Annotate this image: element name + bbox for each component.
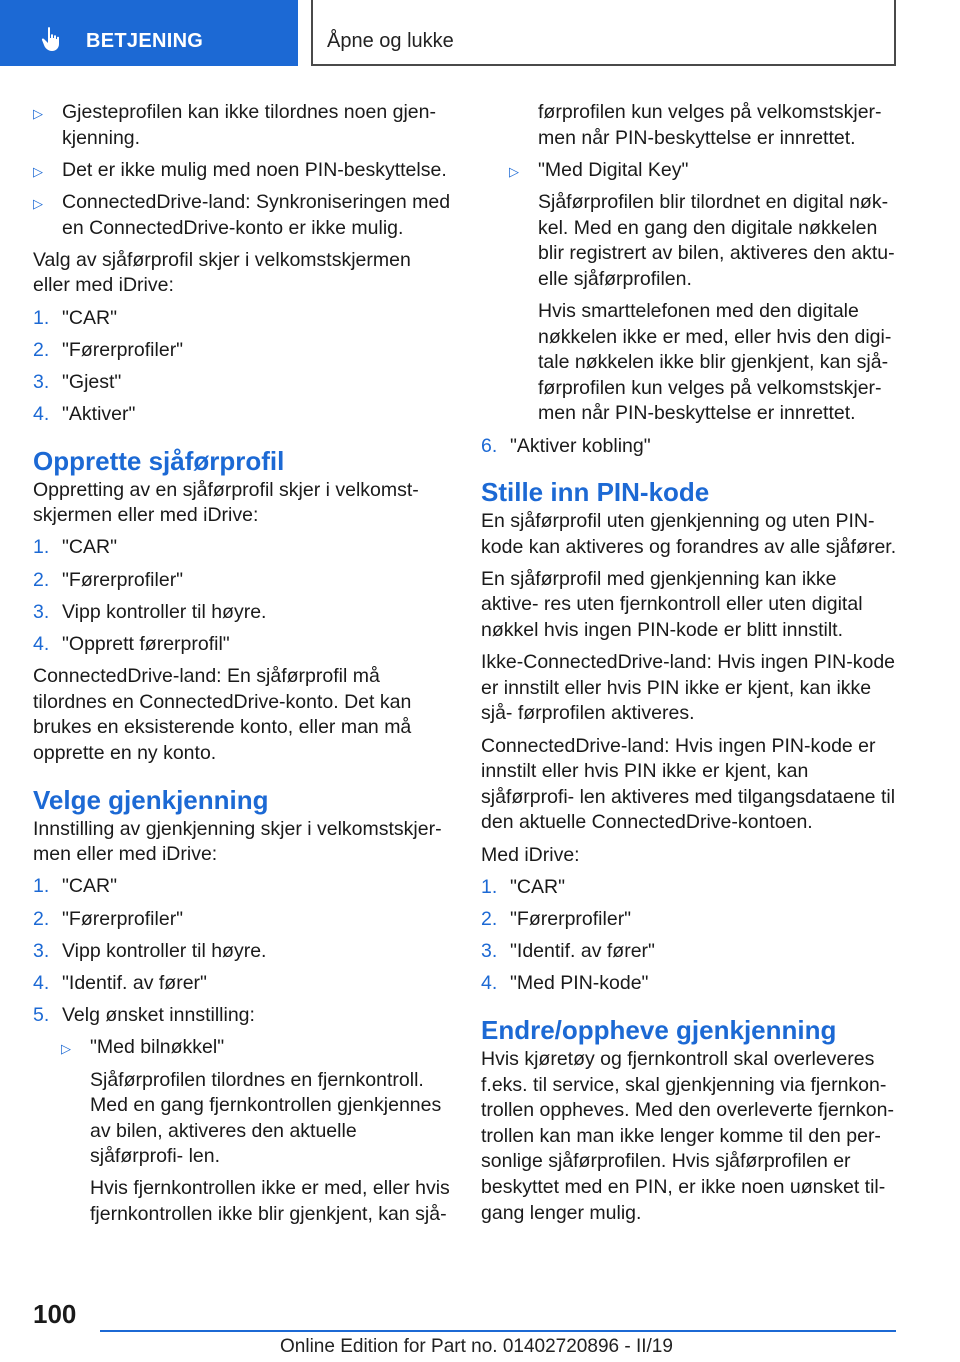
list-item: 3. Vipp kontroller til høyre. bbox=[33, 939, 267, 962]
triangle-right-icon: ▷ bbox=[61, 1041, 71, 1057]
section-heading: Opprette sjåførprofil bbox=[33, 445, 285, 476]
triangle-right-icon: ▷ bbox=[33, 106, 43, 121]
page-header bbox=[0, 0, 960, 66]
triangle-right-icon: ▷ bbox=[509, 163, 519, 179]
page-number: 100 bbox=[33, 1299, 77, 1329]
section-heading: Endre/oppheve gjenkjenning bbox=[481, 1014, 837, 1045]
triangle-right-icon: ▷ bbox=[33, 163, 43, 179]
paragraph: førprofilen kun velges på velkomstskjer- men når PIN-beskyttelse er innrettet. bbox=[538, 101, 882, 149]
paragraph: En sjåførprofil uten gjenkjenning og uten PIN- kode kan aktiveres og forandres av alle sjåfører. bbox=[481, 510, 897, 558]
left-column bbox=[33, 100, 451, 1234]
paragraph: Ikke-ConnectedDrive-land: Hvis ingen PIN-kode er innstilt eller hvis PIN ikke er kjent, kan ikke sjå- førprofilen aktiveres. bbox=[481, 651, 896, 725]
edition-text: Online Edition for Part no. 01402720896 - II/19 bbox=[280, 1336, 673, 1357]
paragraph: Hvis fjernkontrollen ikke er med, eller hvis fjernkontrollen ikke blir gjenkjent, kan sjå- bbox=[90, 1177, 450, 1226]
section-heading: Stille inn PIN-kode bbox=[481, 477, 710, 508]
list-item: 6. "Aktiver kobling" bbox=[481, 434, 651, 457]
list-item: 3. "Identif. av fører" bbox=[481, 940, 655, 963]
list-item: 1. "CAR" bbox=[33, 306, 118, 329]
list-item: 4. "Aktiver" bbox=[33, 403, 136, 426]
paragraph: En sjåførprofil med gjenkjenning kan ikke aktive- res uten fjernkontroll eller uten digital nøkkel hvis ingen PIN-kode er blitt innstilt. bbox=[481, 567, 863, 642]
paragraph: Innstilling av gjenkjenning skjer i velkomstskjer- men eller med iDrive: bbox=[33, 817, 442, 866]
paragraph: ConnectedDrive-land: Hvis ingen PIN-kode er innstilt eller hvis PIN ikke er kjent, kan sjåførprofi- len aktiveres med tilgangsdataene til den aktuelle ConnectedDrive-kontoen. bbox=[481, 734, 896, 834]
paragraph: Sjåførprofilen blir tilordnet en digital nøk- kel. Med en gang den digitale nøkkelen blir registrert av bilen, aktiveres den aktu- elle sjåførprofilen. bbox=[538, 190, 895, 290]
list-item: 3. Vipp kontroller til høyre. bbox=[33, 600, 267, 623]
paragraph: ConnectedDrive-land: En sjåførprofil må tilordnes en ConnectedDrive-konto. Det kan brukes en eksisterende konto, eller man må opprette en ny konto. bbox=[33, 665, 412, 764]
list-item: 5. Velg ønsket innstilling: bbox=[33, 1004, 255, 1027]
list-item: 1. "CAR" bbox=[481, 875, 566, 898]
section-tab-label: BETJENING bbox=[86, 30, 204, 52]
paragraph: Valg av sjåførprofil skjer i velkomstskjermen eller med iDrive: bbox=[33, 248, 411, 297]
paragraph: Med iDrive: bbox=[481, 843, 580, 866]
chapter-title: Åpne og lukke bbox=[327, 30, 454, 52]
footer-divider bbox=[100, 1330, 896, 1332]
list-item: 4. "Med PIN-kode" bbox=[481, 972, 649, 995]
hand-pointer-icon bbox=[40, 26, 64, 52]
list-item: ▷ Gjesteprofilen kan ikke tilordnes noen gjen- kjenning. bbox=[33, 101, 436, 149]
triangle-right-icon: ▷ bbox=[33, 195, 43, 211]
list-item: 2. "Førerprofiler" bbox=[33, 907, 184, 930]
list-item: 1. "CAR" bbox=[33, 875, 118, 898]
list-item: ▷ Det er ikke mulig med noen PIN-beskyttelse. bbox=[33, 158, 451, 184]
paragraph: Hvis kjøretøy og fjernkontroll skal overleveres f.eks. til service, skal gjenkjenning via fjernkon- trollen oppheves. Med den overleverte fjernkon- trollen kan man ikke lenger komme til den per- sonlige sjåførprofilen. Hvis sjåførprofilen er beskyttet med en PIN, er ikke noen uønsket til- gang lenger mulig. bbox=[481, 1047, 894, 1224]
chapter-header bbox=[311, 0, 896, 66]
list-item: ▷ "Med bilnøkkel" bbox=[61, 1035, 451, 1061]
paragraph: Hvis smarttelefonen med den digitale nøkkelen ikke er med, eller hvis den digi- tale nøkkelen ikke blir gjenkjent, kan sjå- førprofilen kun velges på velkomstskjer- men når PIN-beskyttelse er innrettet. bbox=[538, 299, 892, 425]
right-column bbox=[481, 100, 899, 1233]
list-item: 4. "Opprett førerprofil" bbox=[33, 633, 230, 656]
list-item: 2. "Førerprofiler" bbox=[33, 338, 184, 361]
list-item: ▷ "Med Digital Key" bbox=[509, 158, 899, 184]
list-item: 2. "Førerprofiler" bbox=[33, 568, 184, 591]
list-item: ▷ ConnectedDrive-land: Synkroniseringen med en ConnectedDrive-konto er ikke mulig. bbox=[33, 190, 451, 239]
list-item: 1. "CAR" bbox=[33, 536, 118, 559]
section-heading: Velge gjenkjenning bbox=[33, 784, 269, 815]
paragraph: Oppretting av en sjåførprofil skjer i velkomst- skjermen eller med iDrive: bbox=[33, 478, 419, 527]
list-item: 4. "Identif. av fører" bbox=[33, 971, 207, 994]
section-tab[interactable] bbox=[0, 0, 298, 66]
paragraph: Sjåførprofilen tilordnes en fjernkontroll. Med en gang fjernkontrollen gjenkjennes av bilen, aktiveres den aktuelle sjåførprofi- len. bbox=[90, 1068, 442, 1168]
list-item: 3. "Gjest" bbox=[33, 370, 122, 393]
list-item: 2. "Førerprofiler" bbox=[481, 907, 632, 930]
